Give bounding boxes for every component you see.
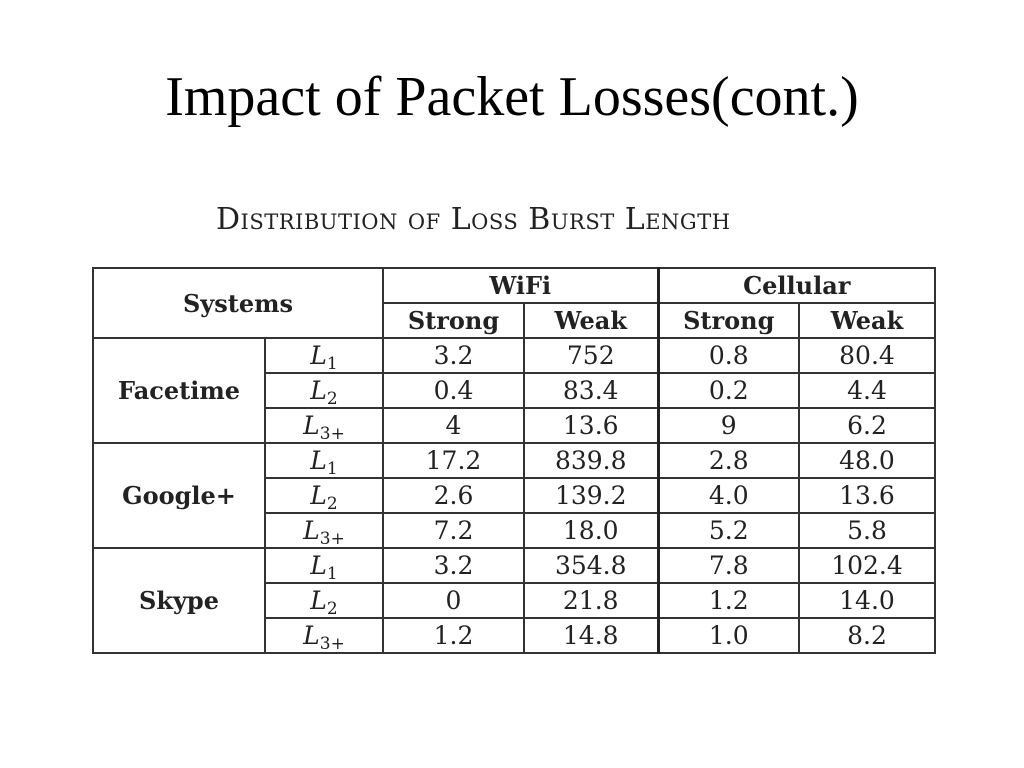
cellular-weak-cell: 5.8	[799, 513, 935, 548]
burst-length-label	[265, 548, 383, 583]
wifi-strong-cell: 17.2	[383, 443, 524, 478]
cellular-weak-cell: 13.6	[799, 478, 935, 513]
burst-letter: L	[310, 481, 327, 510]
wifi-weak-cell: 139.2	[524, 478, 658, 513]
cellular-strong-cell: 0.2	[658, 373, 799, 408]
wifi-weak-cell: 354.8	[524, 548, 658, 583]
burst-letter: L	[303, 621, 320, 650]
system-name: Facetime	[93, 338, 265, 443]
header-row-top	[93, 268, 935, 303]
cellular-strong-cell: 1.0	[658, 618, 799, 653]
wifi-weak-cell: 839.8	[524, 443, 658, 478]
burst-subscript: 1	[326, 564, 338, 583]
cellular-strong-cell: 4.0	[658, 478, 799, 513]
burst-letter: L	[310, 551, 327, 580]
header-cellular-strong: Strong	[658, 303, 799, 338]
table-body	[93, 338, 935, 653]
wifi-weak-cell: 21.8	[524, 583, 658, 618]
wifi-weak-cell: 752	[524, 338, 658, 373]
system-name: Google+	[93, 443, 265, 548]
header-wifi-weak: Weak	[524, 303, 658, 338]
burst-subscript: 1	[326, 354, 338, 373]
wifi-strong-cell: 2.6	[383, 478, 524, 513]
cellular-weak-cell: 80.4	[799, 338, 935, 373]
burst-letter: L	[310, 446, 327, 475]
burst-length-label	[265, 408, 383, 443]
header-cellular: Cellular	[658, 268, 935, 303]
burst-letter: L	[303, 411, 320, 440]
burst-length-label	[265, 338, 383, 373]
table-row	[93, 548, 935, 583]
table-row	[93, 443, 935, 478]
cellular-weak-cell: 6.2	[799, 408, 935, 443]
wifi-weak-cell: 18.0	[524, 513, 658, 548]
cellular-strong-cell: 9	[658, 408, 799, 443]
cellular-strong-cell: 1.2	[658, 583, 799, 618]
wifi-strong-cell: 7.2	[383, 513, 524, 548]
wifi-strong-cell: 3.2	[383, 338, 524, 373]
cellular-strong-cell: 0.8	[658, 338, 799, 373]
wifi-strong-cell: 4	[383, 408, 524, 443]
system-name: Skype	[93, 548, 265, 653]
cellular-weak-cell: 14.0	[799, 583, 935, 618]
burst-length-label	[265, 478, 383, 513]
wifi-strong-cell: 0	[383, 583, 524, 618]
cellular-strong-cell: 2.8	[658, 443, 799, 478]
burst-letter: L	[310, 376, 327, 405]
cellular-strong-cell: 7.8	[658, 548, 799, 583]
burst-length-label	[265, 618, 383, 653]
wifi-weak-cell: 83.4	[524, 373, 658, 408]
wifi-strong-cell: 3.2	[383, 548, 524, 583]
burst-subscript: 3+	[319, 634, 345, 653]
burst-subscript: 2	[326, 494, 338, 513]
wifi-strong-cell: 1.2	[383, 618, 524, 653]
burst-length-label	[265, 583, 383, 618]
burst-letter: L	[310, 341, 327, 370]
cellular-weak-cell: 48.0	[799, 443, 935, 478]
table-row	[93, 338, 935, 373]
loss-burst-table	[92, 267, 936, 654]
burst-subscript: 2	[326, 389, 338, 408]
burst-subscript: 3+	[319, 529, 345, 548]
cellular-weak-cell: 4.4	[799, 373, 935, 408]
wifi-weak-cell: 14.8	[524, 618, 658, 653]
cellular-weak-cell: 8.2	[799, 618, 935, 653]
wifi-strong-cell: 0.4	[383, 373, 524, 408]
burst-subscript: 2	[326, 599, 338, 618]
burst-letter: L	[303, 516, 320, 545]
cellular-weak-cell: 102.4	[799, 548, 935, 583]
burst-letter: L	[310, 586, 327, 615]
table-caption: Distribution of Loss Burst Length	[216, 202, 731, 237]
burst-subscript: 1	[326, 459, 338, 478]
wifi-weak-cell: 13.6	[524, 408, 658, 443]
cellular-strong-cell: 5.2	[658, 513, 799, 548]
burst-length-label	[265, 443, 383, 478]
slide-title: Impact of Packet Losses(cont.)	[165, 66, 859, 128]
header-wifi-strong: Strong	[383, 303, 524, 338]
burst-subscript: 3+	[319, 424, 345, 443]
burst-length-label	[265, 373, 383, 408]
header-cellular-weak: Weak	[799, 303, 935, 338]
header-wifi: WiFi	[383, 268, 658, 303]
burst-length-label	[265, 513, 383, 548]
header-systems: Systems	[93, 268, 383, 338]
